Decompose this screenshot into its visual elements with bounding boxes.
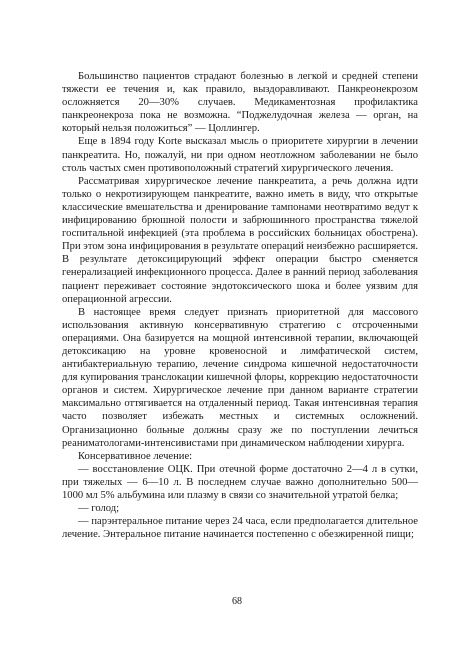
list-item-volume-restoration: — восстановление ОЦК. При отечной форме достаточно 2—4 л в сутки, при тяжелых — 6—10 л. В последнем случае важно дополнительно 500—1000 мл 5% альбумина или плазму в связи со значительной утратой белка;: [62, 463, 418, 501]
page-body: [62, 70, 418, 541]
paragraph-conservative-strategy: В настоящее время следует признать приоритетной для массового использования активную консервативную стратегию с отсроченными операциями. Она базируется на мощной интенсивной терапии, включающей детоксикацию на уровне кровеносной и лимфатической систем, антибактериальную терапию, лечение синдрома кишечной недостаточности для купирования транслокации кишечной флоры, коррекцию недостаточности органов и систем. Хирургическое лечение при данном варианте стратегии максимально оттягивается на отдаленный период. Такая интенсивная терапия часто позволяет избежать местных и системных осложнений. Организационно больные должны сразу же по поступлении лечиться реаниматологами-интенсивистами при динамическом наблюдении хирурга.: [62, 306, 418, 449]
paragraph-conservative-heading: Консервативное лечение:: [78, 450, 193, 462]
list-item-parenteral-nutrition: — парэнтеральное питание через 24 часа, если предполагается длительное лечение. Энтеральное питание начинается постепенно с обезжиренной пищи;: [62, 516, 418, 541]
page-number: 68: [232, 596, 242, 607]
list-item-fasting: — голод;: [78, 503, 120, 515]
paragraph-intro: Большинство пациентов страдают болезнью в легкой и средней степени тяжести ее течения и, как правило, выздоравливают. Панкреонекрозом осложняется 20—30% случаев. Медикаментозная профилактика панкреонекроза пока не возможна. “Поджелудочная железа — орган, на который нельзя положиться” — Цоллингер.: [62, 71, 418, 135]
paragraph-surgical-treatment: Рассматривая хирургическое лечение панкреатита, а речь должна идти только о некротизирующем панкреатите, важно иметь в виду, что открытые классические вмешательства и дренирование тампонами неотвратимо ведут к инфицированию брюшной полости и забрюшинного пространства тяжелой госпитальной инфекцией (эта проблема в российских больницах обострена). При этом зона инфицирования в результате операций неизбежно расширяется. В результате детоксицирующий эффект операции быстро сменяется генерализацией инфекционного процесса. Далее в ранний период заболевания пациент переживает состояние эндотоксического шока и более уязвим для операционной агрессии.: [62, 175, 418, 305]
paragraph-korte: Еще в 1894 году Korte высказал мысль о приоритете хирургии в лечении панкреатита. Но, пожалуй, ни при одном неотложном заболевании не было столь частых смен противоположный стратегий хирургического лечения.: [62, 136, 418, 174]
